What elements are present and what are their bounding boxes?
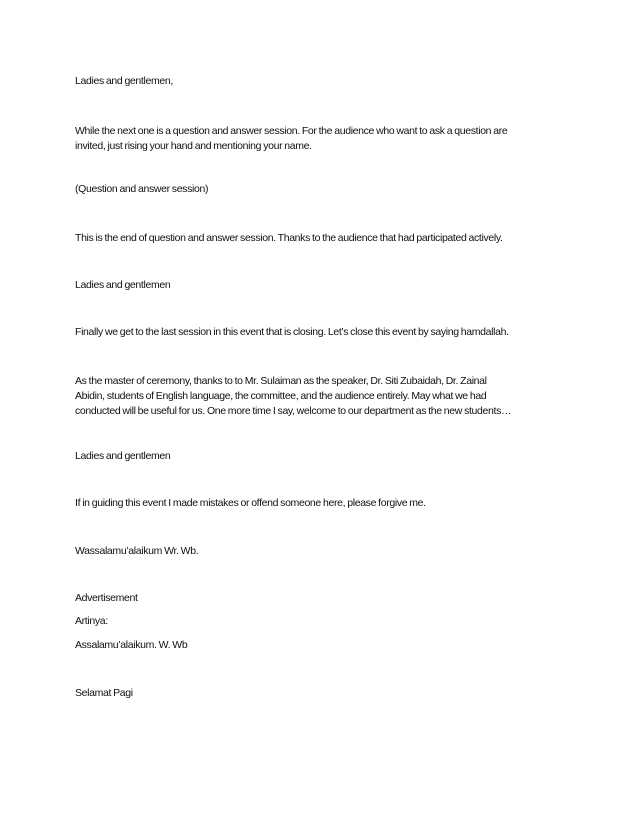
apology-paragraph: [75, 496, 570, 511]
text-line: Selamat Pagi: [75, 687, 133, 699]
text-line: This is the end of question and answer session. Thanks to the audience that had participated actively.: [75, 232, 503, 244]
text-line: Artinya:: [75, 615, 108, 627]
text-line: As the master of ceremony, thanks to to Mr. Sulaiman as the speaker, Dr. Siti Zubaidah, Dr. Zainal: [75, 375, 487, 387]
text-line: Finally we get to the last session in this event that is closing. Let’s close this event by saying hamdallah.: [75, 326, 509, 338]
farewell-paragraph: [75, 544, 570, 559]
text-line: (Question and answer session): [75, 183, 209, 195]
qa-session-paragraph: [75, 182, 570, 197]
greeting-paragraph: [75, 74, 570, 89]
salutation-paragraph: [75, 278, 570, 293]
text-line: While the next one is a question and answer session. For the audience who want to ask a question are: [75, 125, 508, 137]
qa-intro-paragraph: [75, 124, 570, 154]
translation-morning: [75, 686, 570, 701]
translation-heading: [75, 614, 570, 629]
text-line: Advertisement: [75, 592, 138, 604]
salutation-paragraph-2: [75, 449, 570, 464]
text-line: Assalamu’alaikum. W. Wb: [75, 639, 188, 651]
text-line: Ladies and gentlemen: [75, 450, 171, 462]
text-line: Abidin, students of English language, the committee, and the audience entirely. May what we had: [75, 390, 487, 402]
closing-session-paragraph: [75, 325, 570, 340]
text-line: invited, just rising your hand and mentioning your name.: [75, 140, 312, 152]
text-line: Ladies and gentlemen,: [75, 75, 173, 87]
translation-greeting: [75, 638, 570, 653]
text-line: Wassalamu’alaikum Wr. Wb.: [75, 545, 199, 557]
text-line: If in guiding this event I made mistakes or offend someone here, please forgive me.: [75, 497, 426, 509]
qa-end-paragraph: [75, 231, 570, 246]
text-line: conducted will be useful for us. One more time I say, welcome to our department as the new students…: [75, 405, 512, 417]
text-line: Ladies and gentlemen: [75, 279, 171, 291]
advertisement-label: [75, 591, 570, 606]
thanks-paragraph: [75, 374, 570, 419]
